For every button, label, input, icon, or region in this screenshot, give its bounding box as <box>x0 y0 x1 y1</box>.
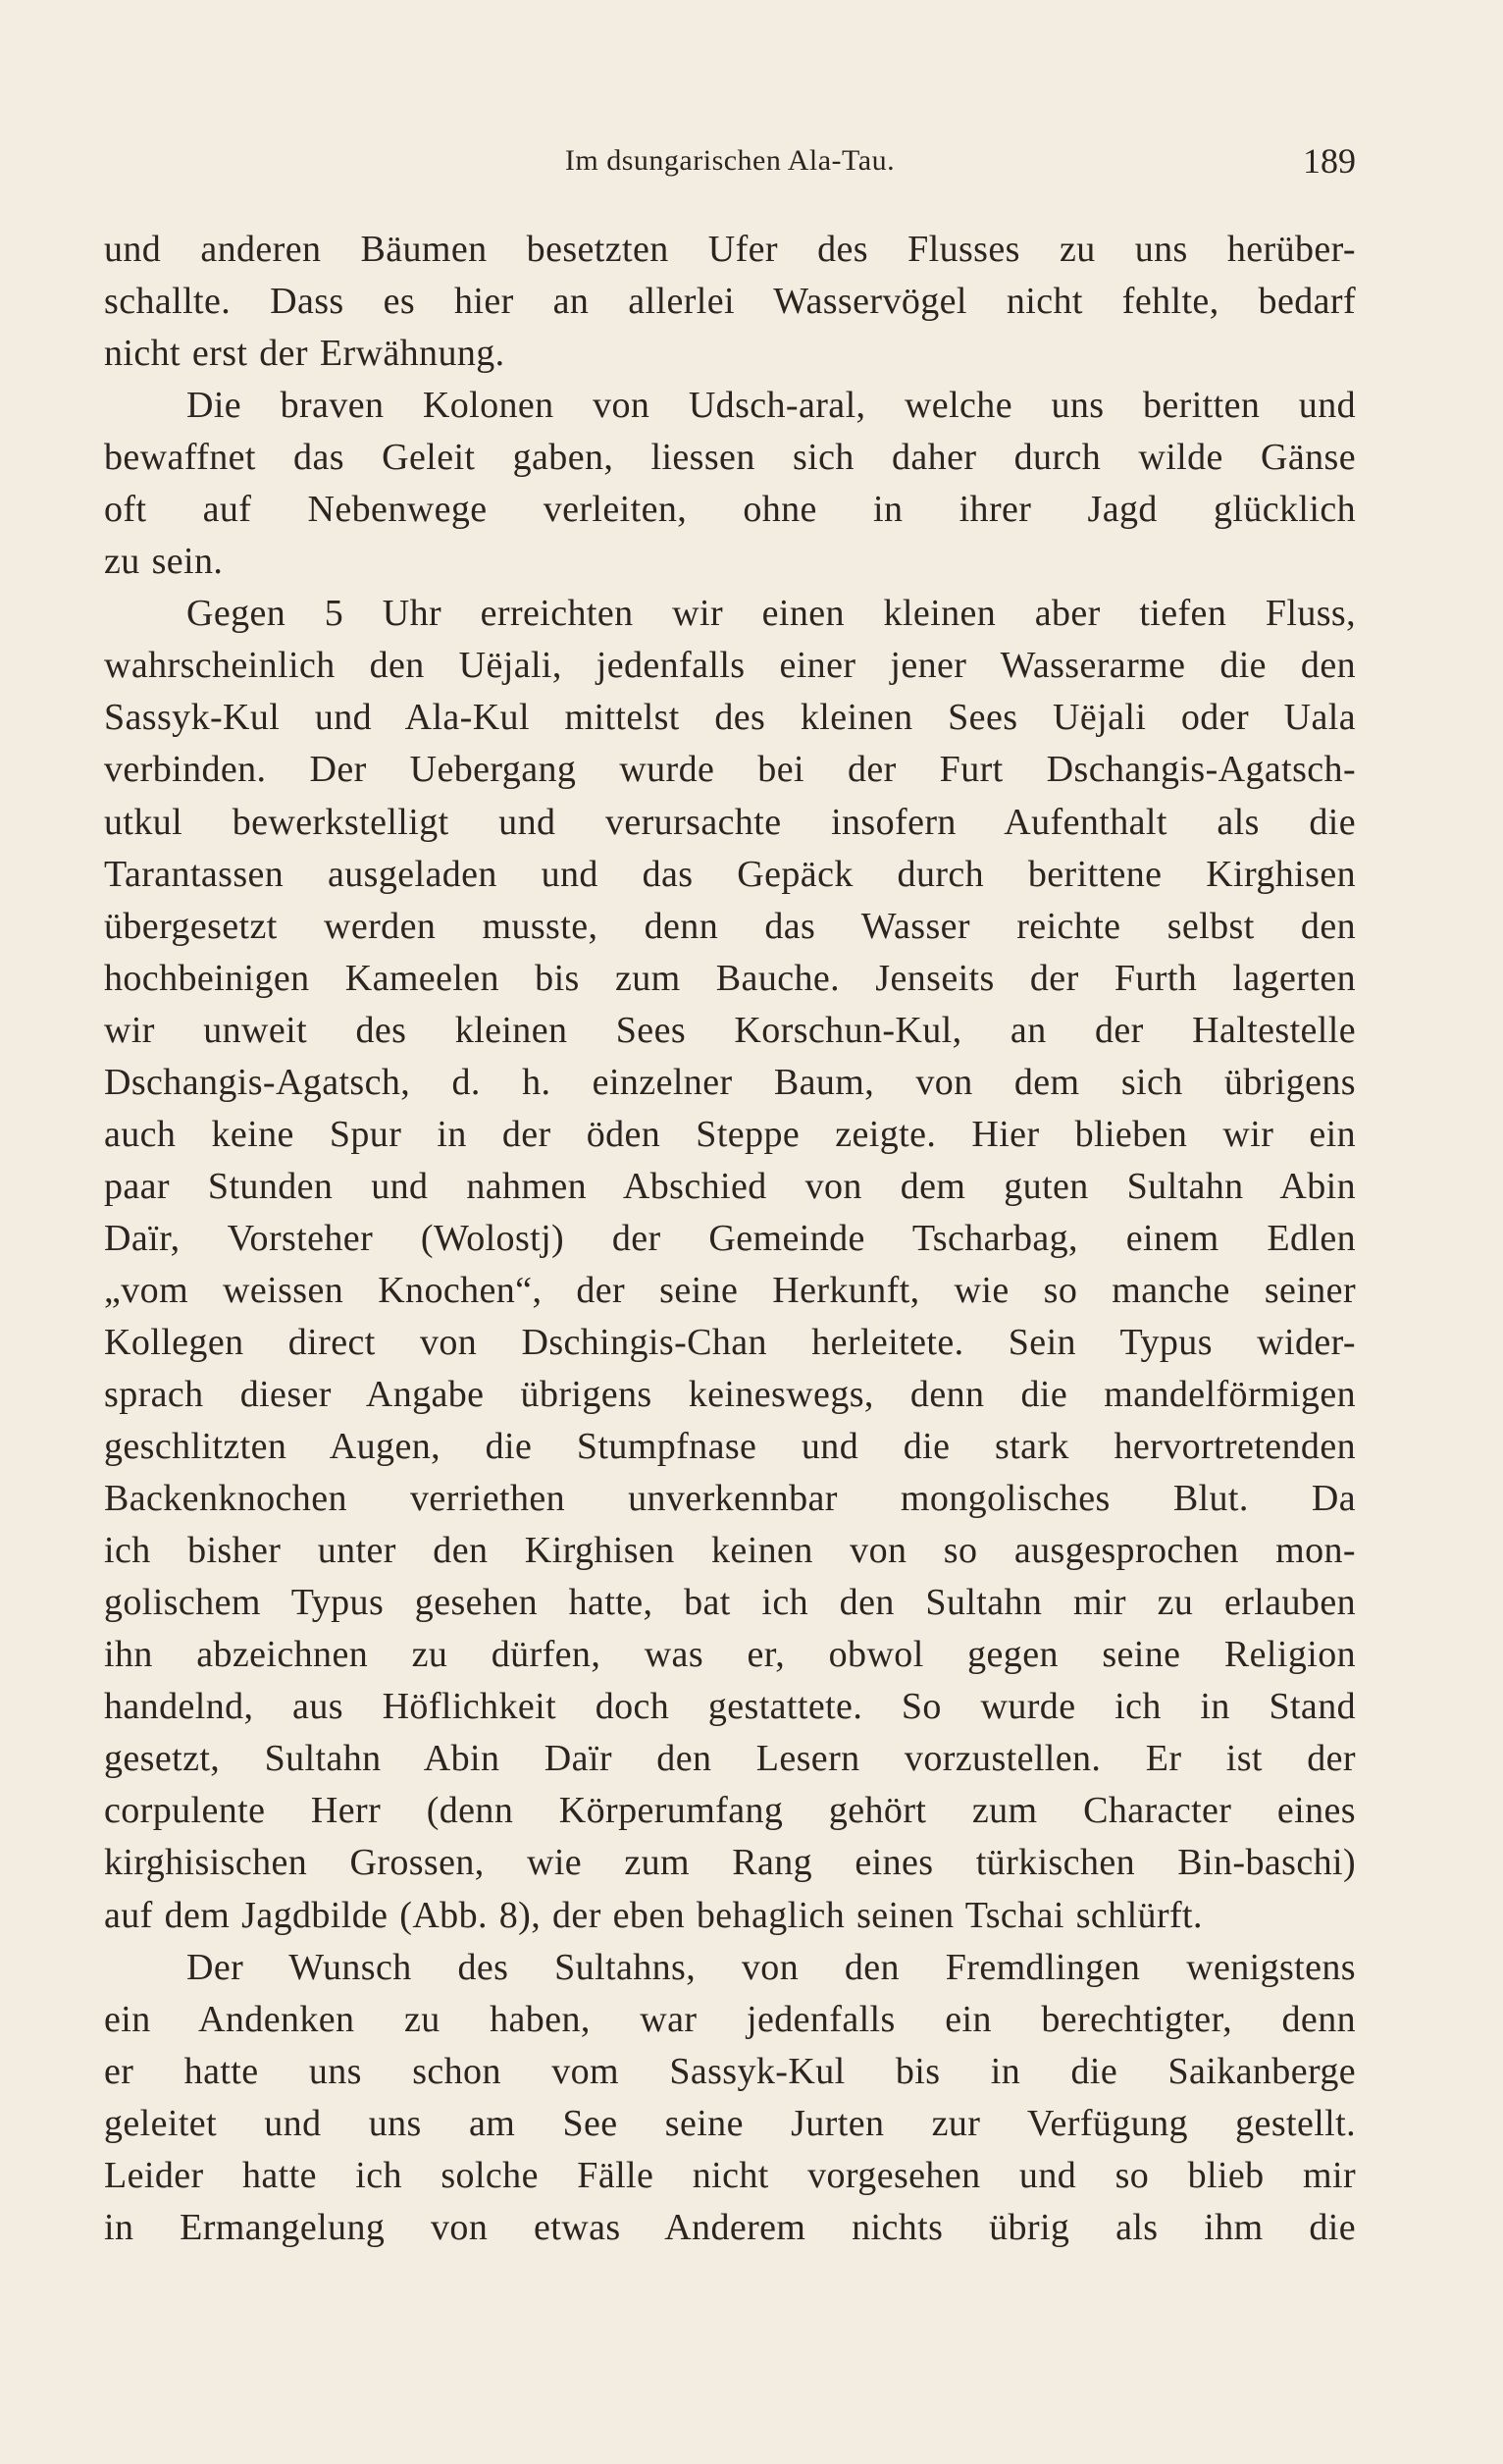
text-line: bewaffnet das Geleit gaben, liessen sich daher durch wilde Gänse <box>104 437 1356 479</box>
running-title: Im dsungarischen Ala-Tau. <box>564 144 896 177</box>
text-line: zu sein. <box>104 541 224 583</box>
text-line: in Ermangelung von etwas Anderem nichts übrig als ihm die <box>104 2206 1356 2248</box>
text-line: Backenknochen verriethen unverkennbar mongolisches Blut. Da <box>104 1478 1356 1520</box>
text-line: geschlitzten Augen, die Stumpfnase und die stark hervortretenden <box>104 1426 1356 1468</box>
text-line: und anderen Bäumen besetzten Ufer des Flusses zu uns herüber- <box>104 229 1356 270</box>
text-line: nicht erst der Erwähnung. <box>104 333 505 375</box>
text-line: gesetzt, Sultahn Abin Daïr den Lesern vorzustellen. Er ist der <box>104 1738 1356 1780</box>
paragraph-first-line: Die braven Kolonen von Udsch-aral, welche uns beritten und <box>186 385 1356 427</box>
text-line: ihn abzeichnen zu dürfen, was er, obwol gegen seine Religion <box>104 1634 1356 1676</box>
text-line: ich bisher unter den Kirghisen keinen von so ausgesprochen mon- <box>104 1530 1356 1572</box>
text-line: golischem Typus gesehen hatte, bat ich den Sultahn mir zu erlauben <box>104 1582 1356 1624</box>
text-line: Leider hatte ich solche Fälle nicht vorgesehen und so blieb mir <box>104 2154 1356 2196</box>
text-line: auf dem Jagdbilde (Abb. 8), der eben behaglich seinen Tschai schlürft. <box>104 1894 1203 1936</box>
text-line: sprach dieser Angabe übrigens keineswegs, denn die mandelförmigen <box>104 1374 1356 1416</box>
text-line: hochbeinigen Kameelen bis zum Bauche. Jenseits der Furth lagerten <box>104 957 1356 999</box>
text-line: übergesetzt werden musste, denn das Wasser reichte selbst den <box>104 905 1356 947</box>
text-line: corpulente Herr (denn Körperumfang gehört zum Character eines <box>104 1790 1356 1832</box>
text-line: Daïr, Vorsteher (Wolostj) der Gemeinde Tscharbag, einem Edlen <box>104 1217 1356 1259</box>
text-line: wir unweit des kleinen Sees Korschun-Kul, an der Haltestelle <box>104 1009 1356 1051</box>
text-line: utkul bewerkstelligt und verursachte insofern Aufenthalt als die <box>104 801 1356 843</box>
text-line: Tarantassen ausgeladen und das Gepäck durch berittene Kirghisen <box>104 853 1356 895</box>
text-line: verbinden. Der Uebergang wurde bei der Furt Dschangis-Agatsch- <box>104 749 1356 791</box>
text-line: er hatte uns schon vom Sassyk-Kul bis in die Saikanberge <box>104 2050 1356 2092</box>
text-line: handelnd, aus Höflichkeit doch gestattete. So wurde ich in Stand <box>104 1686 1356 1728</box>
text-line: Kollegen direct von Dschingis-Chan herleitete. Sein Typus wider- <box>104 1321 1356 1363</box>
text-line: Dschangis-Agatsch, d. h. einzelner Baum, von dem sich übrigens <box>104 1061 1356 1103</box>
text-line: schallte. Dass es hier an allerlei Wasservögel nicht fehlte, bedarf <box>104 281 1356 323</box>
body-text <box>104 224 1356 2254</box>
text-line: geleitet und uns am See seine Jurten zur Verfügung gestellt. <box>104 2102 1356 2144</box>
running-header <box>104 140 1356 183</box>
page-number: 189 <box>1303 141 1356 181</box>
text-line: „vom weissen Knochen“, der seine Herkunft, wie so manche seiner <box>104 1269 1356 1311</box>
text-line: wahrscheinlich den Uëjali, jedenfalls einer jener Wasserarme die den <box>104 645 1356 687</box>
text-line: auch keine Spur in der öden Steppe zeigte. Hier blieben wir ein <box>104 1113 1356 1155</box>
paragraph-first-line: Der Wunsch des Sultahns, von den Fremdlingen wenigstens <box>186 1946 1356 1988</box>
text-line: ein Andenken zu haben, war jedenfalls ein berechtigter, denn <box>104 1998 1356 2040</box>
paragraph-first-line: Gegen 5 Uhr erreichten wir einen kleinen aber tiefen Fluss, <box>186 593 1356 635</box>
text-line: kirghisischen Grossen, wie zum Rang eines türkischen Bin-baschi) <box>104 1842 1356 1884</box>
text-line: Sassyk-Kul und Ala-Kul mittelst des kleinen Sees Uëjali oder Uala <box>104 697 1356 739</box>
text-line: paar Stunden und nahmen Abschied von dem guten Sultahn Abin <box>104 1165 1356 1207</box>
text-line: oft auf Nebenwege verleiten, ohne in ihrer Jagd glücklich <box>104 489 1356 531</box>
